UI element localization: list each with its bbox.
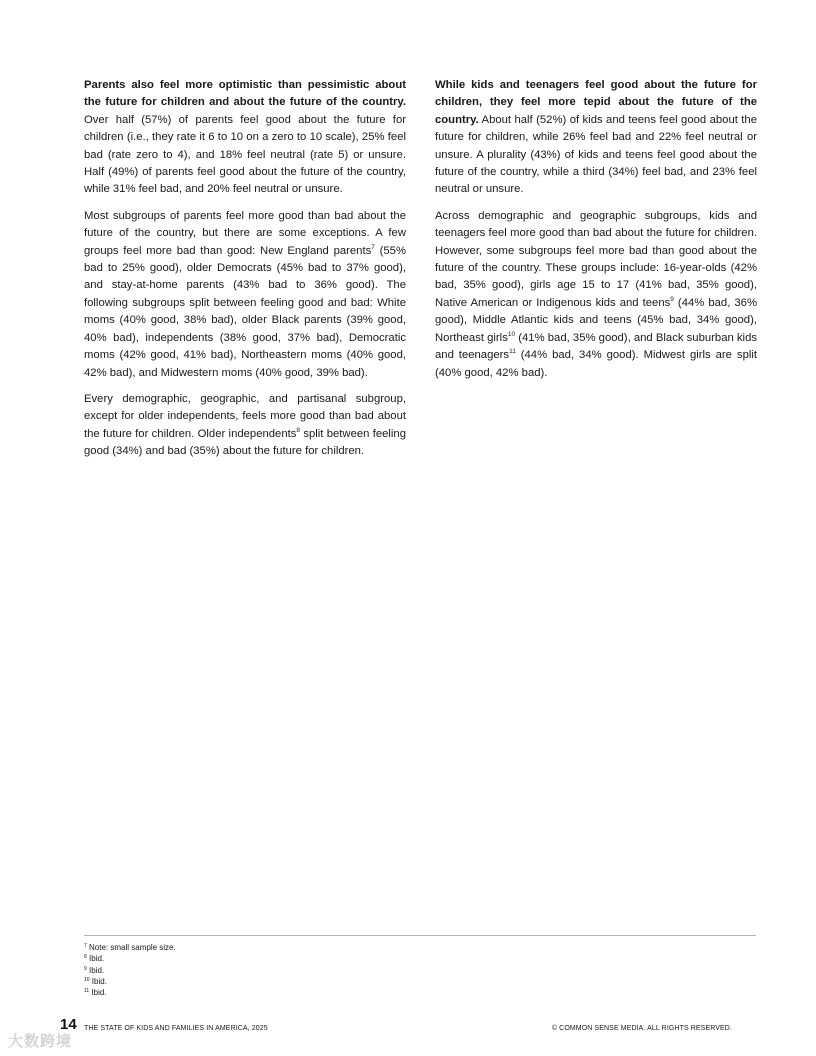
footnote-ref-9[interactable]: 9 (670, 295, 674, 303)
left-paragraph-3-text: Every demographic, geographic, and partisanal subgroup, except for older independents, feels more good than bad about the future for children. Older independents (84, 392, 406, 440)
footnote-number: 7 (84, 943, 87, 949)
footnote-ref-7[interactable]: 7 (371, 243, 375, 251)
right-paragraph-2-text-b: (44% bad, 36% good), Middle Atlantic kids and teens (45% bad, 34% good), Northeast girls (435, 296, 757, 344)
footnote-number: 10 (84, 976, 90, 983)
page-number: 14 (60, 1016, 77, 1033)
footnote-number: 8 (84, 954, 87, 961)
left-paragraph-1-body: Over half (57%) of parents feel good about the future for children (i.e., they rate it 6 to 10 on a zero to 10 scale), 25% feel bad (rate zero to 4), and 18% feel neutral (rate 5) or unsure. Half (49%) of parents feel good about the future of the country, while 31% feel bad, and 20% feel neutral or unsure. (84, 113, 406, 196)
right-paragraph-2-text-c: (41% bad, 35% good), and Black suburban kids and teenagers (435, 331, 757, 362)
right-paragraph-2-text: Across demographic and geographic subgroups, kids and teenagers feel more good than bad about the future for children. However, some subgroups feel more bad than good about the future of the country. These groups include: 16-year-olds (42% bad, 35% good), girls age 15 to 17 (41% bad, 35% good), Native American or Indigenous kids and teens (435, 209, 757, 309)
footnote-divider (84, 935, 756, 936)
footnote-text: Ibid. (91, 988, 107, 998)
footnote-text: Ibid. (89, 954, 105, 964)
footnote-number: 11 (84, 988, 90, 995)
footnote-item (84, 976, 176, 987)
footnote-ref-8[interactable]: 8 (296, 426, 301, 434)
right-paragraph-2-text-d: (44% bad, 34% good). Midwest girls are split (40% good, 42% bad). (435, 349, 758, 379)
footnote-item (84, 987, 176, 998)
right-paragraph-1 (435, 77, 757, 199)
left-paragraph-2-text-cont: (55% bad to 25% good), older Democrats (45% bad to 37% good), and stay-at-home parents (43% bad to 36% good). The following subgroups split between feeling good and bad: White moms (40% good, 38% bad), older Black parents (39% good, 40% bad), independents (38% good, 37% bad), Democratic moms (42% good, 41% bad), Northeastern moms (40% good, 42% bad), and Midwestern moms (40% good, 39% bad). (84, 244, 407, 379)
footnote-item (84, 965, 176, 976)
footnote-item (84, 953, 176, 964)
footnote-text: Ibid. (91, 976, 107, 986)
left-paragraph-1 (84, 77, 406, 199)
left-paragraph-1-lead: Parents also feel more optimistic than pessimistic about the future for children and about the future of the country. (84, 79, 406, 109)
footnote-item (84, 942, 176, 953)
running-title: THE STATE OF KIDS AND FAMILIES IN AMERICA, 2025 (84, 1025, 268, 1032)
left-paragraph-3-text-cont: split between feeling good (34%) and bad (35%) about the future for children. (84, 427, 406, 458)
right-paragraph-1-body: About half (52%) of kids and teens feel good about the future for children, while 26% feel bad and 22% feel neutral or unsure. A plurality (43%) of kids and teens feel good about the future of the country, while a third (34%) feel bad, and 23% feel neutral or unsure. (435, 113, 757, 196)
left-column (84, 77, 406, 470)
footnotes (84, 942, 176, 998)
copyright-notice: © COMMON SENSE MEDIA. ALL RIGHTS RESERVED. (551, 1025, 732, 1032)
left-paragraph-2 (84, 208, 406, 382)
right-paragraph-2 (435, 208, 757, 382)
footnote-ref-11[interactable]: 11 (509, 348, 516, 356)
footnote-ref-10[interactable]: 10 (507, 330, 516, 338)
left-paragraph-2-text: Most subgroups of parents feel more good than bad about the future of the country, but there are some exceptions. A few groups feel more bad than good: New England parents (84, 209, 406, 257)
right-paragraph-1-lead: While kids and teenagers feel good about the future for children, they feel more tepid about the future of the country. (435, 79, 757, 126)
footnote-number: 9 (84, 965, 87, 972)
footnote-text: Note: small sample size. (89, 943, 176, 952)
left-paragraph-3 (84, 391, 406, 461)
watermark: 大数跨境 (8, 1033, 73, 1050)
footnote-text: Ibid. (89, 965, 105, 975)
right-column (435, 77, 757, 391)
